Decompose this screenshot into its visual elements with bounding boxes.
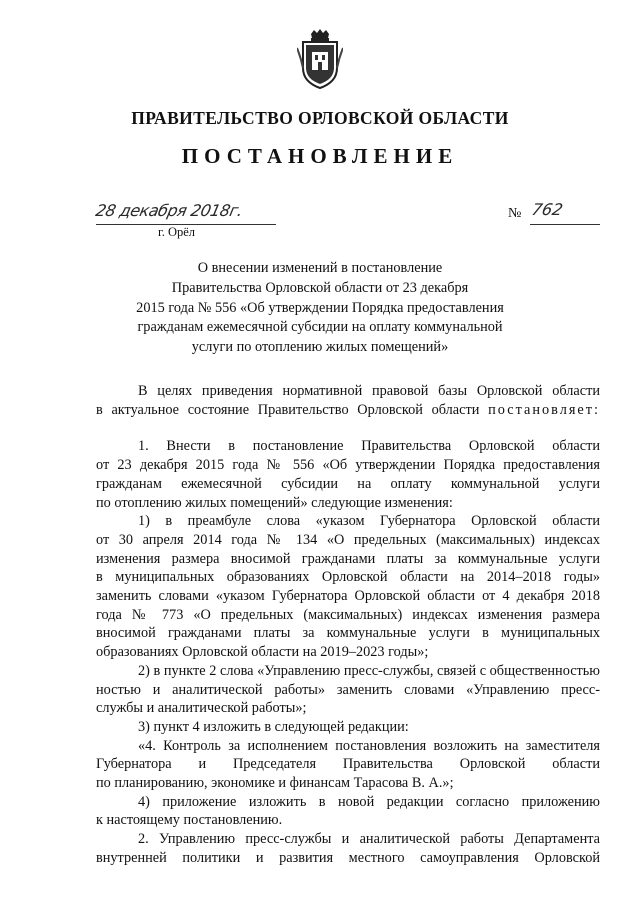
paragraph-1-line: гражданам ежемесячной субсидии на оплату коммунальной услуги	[96, 475, 600, 492]
subject-line: услуги по отоплению жилых помещений»	[191, 339, 449, 356]
item-4-line: к настоящему постановлению.	[96, 812, 283, 829]
quote-line: Губернатора и Председателя Правительства Орловской области	[96, 756, 600, 773]
subject-line: 2015 года № 556 «Об утверждении Порядка предоставления	[136, 299, 504, 316]
document-subject	[0, 259, 640, 358]
intro-line: В целях приведения нормативной правовой базы Орловской области	[138, 383, 600, 399]
item-2-line: ностью и аналитической работы» заменить словами «Управлению пресс-	[96, 681, 600, 698]
item-2-line: 2) в пункте 2 слова «Управлению пресс-службы, связей с общественностью	[138, 662, 600, 679]
quote-line: по планированию, экономике и финансам Тарасова В. А.»;	[96, 775, 454, 792]
document-type-title: ПОСТАНОВЛЕНИЕ	[181, 144, 459, 168]
subject-line: гражданам ежемесячной субсидии на оплату коммунальной	[137, 319, 503, 336]
subject-line: Правительства Орловской области от 23 декабря	[171, 279, 469, 296]
paragraph-2-line: внутренней политики и развития местного самоуправления Орловской	[96, 849, 600, 866]
paragraph-1-line: 1. Внести в постановление Правительства Орловской области	[138, 438, 600, 455]
decree-word: постановляет:	[488, 401, 600, 418]
item-1-line: в муниципальных образованиях Орловской области на 2014–2018 годы»	[96, 569, 600, 586]
item-2-line: службы и аналитической работы»;	[96, 700, 307, 717]
coat-of-arms-icon	[297, 28, 343, 90]
intro-text: в актуальное состояние Правительство Орловской области	[96, 401, 480, 418]
city: г. Орёл	[158, 225, 196, 239]
handwritten-date: 28 декабря 2018г.	[93, 201, 245, 220]
item-1-line: образованиях Орловской области на 2019–2023 годы»;	[96, 644, 429, 661]
document-body	[96, 382, 600, 868]
paragraph-1-line: по отоплению жилых помещений» следующие изменения:	[96, 494, 453, 511]
item-4-line: 4) приложение изложить в новой редакции согласно приложению	[138, 793, 600, 810]
number-label: №	[508, 206, 522, 221]
item-1-line: от 30 апреля 2014 года № 134 «О предельных (максимальных) индексах	[96, 531, 600, 548]
item-1-line: вносимой гражданами платы за коммунальные услуги в муниципальных	[96, 625, 600, 642]
paragraph-1-line: от 23 декабря 2015 года № 556 «Об утверждении Порядка предоставления	[96, 457, 600, 474]
paragraph-2-line: 2. Управлению пресс-службы и аналитической работы Департамента	[138, 831, 600, 848]
organization-title: ПРАВИТЕЛЬСТВО ОРЛОВСКОЙ ОБЛАСТИ	[131, 108, 509, 128]
item-1-line: изменения размера вносимой гражданами платы за коммунальные услуги	[96, 550, 600, 567]
subject-line: О внесении изменений в постановление	[197, 260, 443, 276]
handwritten-number: 762	[529, 200, 565, 219]
item-3-line: 3) пункт 4 изложить в следующей редакции:	[138, 718, 409, 735]
number-underline	[530, 224, 600, 225]
intro-line	[96, 401, 600, 420]
item-1-line: 1) в преамбуле слова «указом Губернатора Орловской области	[138, 513, 600, 530]
quote-line: «4. Контроль за исполнением постановления возложить на заместителя	[138, 737, 600, 754]
item-1-line: заменить словами «указом Губернатора Орловской области от 4 декабря 2018	[96, 588, 600, 605]
item-1-line: года № 773 «О предельных (максимальных) индексах изменения размера	[96, 606, 600, 623]
